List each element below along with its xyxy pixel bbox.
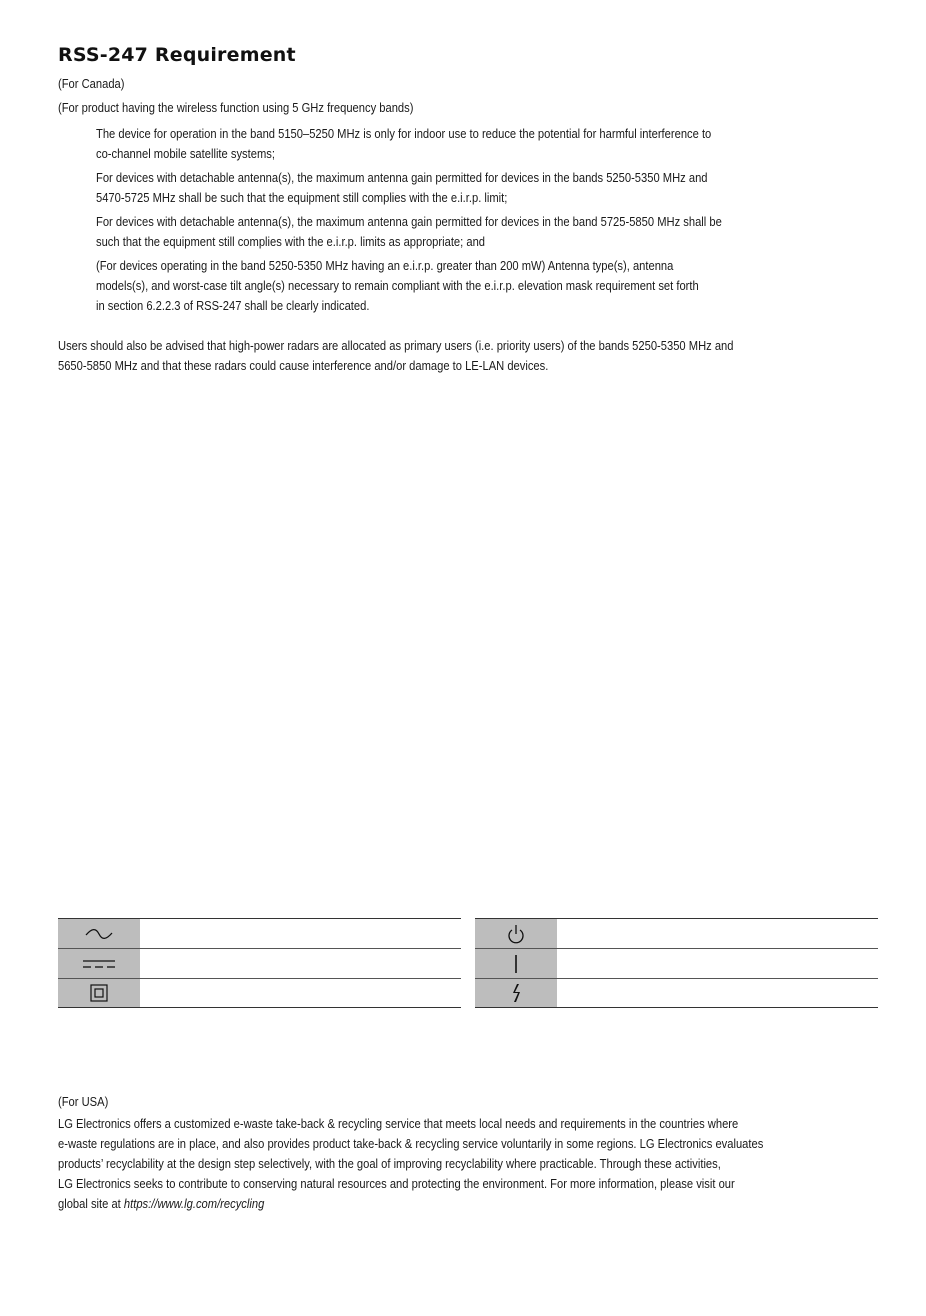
symbol-row <box>475 949 878 979</box>
power-on-icon <box>475 949 557 978</box>
requirement-line: The device for operation in the band 5150–5250 MHz is only for indoor use to reduce the potential for harmful interference to <box>96 126 712 141</box>
usa-line-last <box>58 1194 798 1214</box>
symbol-description <box>140 979 461 1007</box>
symbol-description <box>557 919 878 948</box>
alternating-current-icon <box>58 919 140 948</box>
requirement-item <box>96 212 896 252</box>
section-title: RSS-247 Requirement <box>58 44 296 66</box>
standby-power-icon <box>475 919 557 948</box>
symbol-description <box>557 949 878 978</box>
symbol-row <box>58 979 461 1007</box>
requirement-line: For devices with detachable antenna(s), the maximum antenna gain permitted for devices in the bands 5250-5350 MHz and <box>96 170 708 185</box>
requirement-line: 5470-5725 MHz shall be such that the equipment still complies with the e.i.r.p. limit; <box>96 190 508 205</box>
requirement-line: (For devices operating in the band 5250-5350 MHz having an e.i.r.p. greater than 200 mW) Antenna type(s), antenna <box>96 258 674 273</box>
symbol-table-left <box>58 918 461 1008</box>
direct-current-icon <box>58 949 140 978</box>
requirement-list <box>96 124 896 320</box>
symbol-row <box>58 949 461 979</box>
usa-last-prefix: global site at <box>58 1196 124 1211</box>
symbol-description <box>140 919 461 948</box>
usa-line: products’ recyclability at the design step selectively, with the goal of improving recyclability where practicable. Through these activities, <box>58 1156 721 1171</box>
symbol-table-right <box>475 918 878 1008</box>
symbol-description <box>557 979 878 1007</box>
radar-note <box>58 336 918 376</box>
requirement-item <box>96 256 896 316</box>
usa-line: LG Electronics offers a customized e-waste take-back & recycling service that meets local needs and requirements in the countries where <box>58 1116 739 1131</box>
symbol-row <box>58 919 461 949</box>
symbol-row <box>475 979 878 1007</box>
class-ii-equipment-icon <box>58 979 140 1007</box>
requirement-line: models(s), and worst-case tilt angle(s) necessary to remain compliant with the e.i.r.p. elevation mask requirement set forth <box>96 278 699 293</box>
radar-note-line: Users should also be advised that high-power radars are allocated as primary users (i.e. priority users) of the bands 5250-5350 MHz and <box>58 338 734 353</box>
requirement-line: such that the equipment still complies with the e.i.r.p. limits as appropriate; and <box>96 234 486 249</box>
requirement-line: For devices with detachable antenna(s), the maximum antenna gain permitted for devices in the band 5725-5850 MHz shall be <box>96 214 722 229</box>
requirement-line: in section 6.2.2.3 of RSS-247 shall be clearly indicated. <box>96 298 370 313</box>
requirement-item <box>96 168 896 208</box>
requirement-line: co-channel mobile satellite systems; <box>96 146 275 161</box>
requirement-item <box>96 124 896 164</box>
canada-label: (For Canada) <box>58 76 125 91</box>
usa-recycling-paragraph <box>58 1114 918 1214</box>
five-ghz-label: (For product having the wireless function using 5 GHz frequency bands) <box>58 100 414 115</box>
radar-note-line: 5650-5850 MHz and that these radars could cause interference and/or damage to LE-LAN devices. <box>58 358 549 373</box>
symbol-row <box>475 919 878 949</box>
usa-line: LG Electronics seeks to contribute to conserving natural resources and protecting the environment. For more information, please visit our <box>58 1176 735 1191</box>
symbol-description <box>140 949 461 978</box>
recycling-link[interactable]: https://www.lg.com/recycling <box>123 1196 265 1211</box>
usa-line: e-waste regulations are in place, and also provides product take-back & recycling service voluntarily in some regions. LG Electronics evaluates <box>58 1136 764 1151</box>
usa-label: (For USA) <box>58 1094 109 1109</box>
caution-hazardous-voltage-icon <box>475 979 557 1007</box>
